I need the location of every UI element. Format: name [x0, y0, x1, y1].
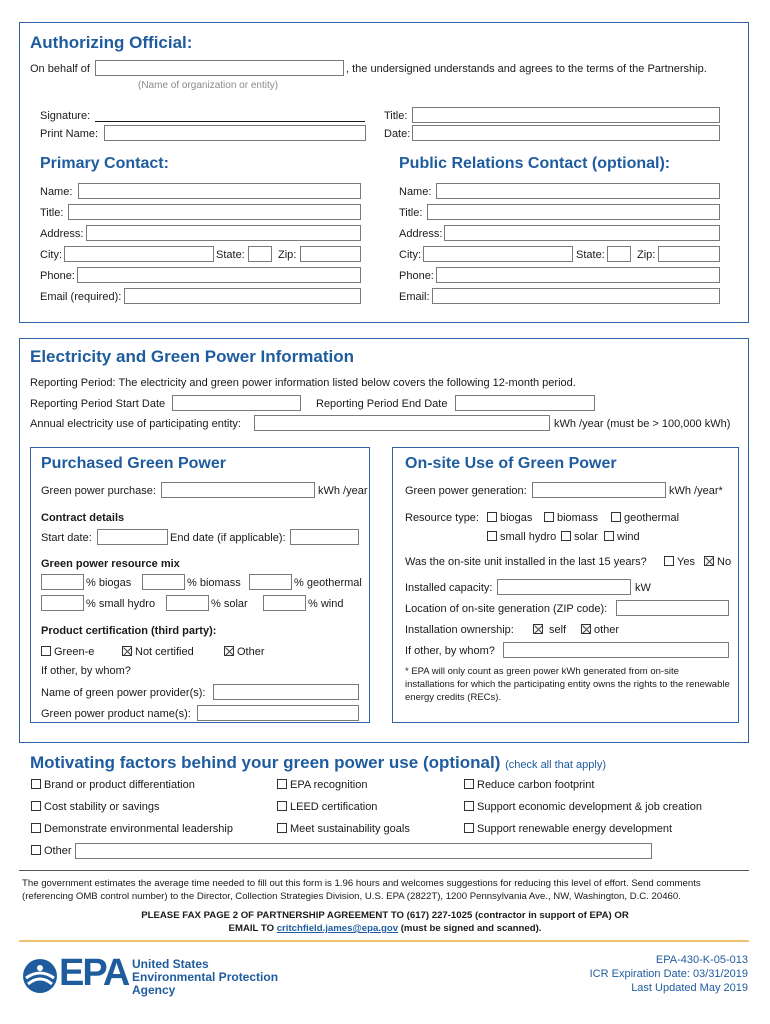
auth-title-label: Title: [384, 110, 408, 122]
ownership-self-option[interactable] [533, 624, 566, 636]
ownership-other-label: other [594, 624, 620, 636]
onsite-biogas-checkbox[interactable] [487, 512, 497, 522]
fax-instructions-line1: PLEASE FAX PAGE 2 OF PARTNERSHIP AGREEMENT TO (617) 227-1025 (contractor in support of EPA) OR [141, 910, 629, 921]
green-e-label: Green-e [54, 646, 95, 658]
factor-cost-label: Cost stability or savings [44, 801, 160, 813]
product-input[interactable] [197, 705, 359, 721]
primary-email-label: Email (required): [40, 291, 122, 303]
pr-name-input[interactable] [436, 183, 720, 199]
pr-title-label: Title: [399, 207, 423, 219]
primary-title-input[interactable] [68, 204, 361, 220]
onsite-small-hydro-label: small hydro [500, 531, 557, 543]
start-date-input[interactable] [172, 395, 301, 411]
primary-name-label: Name: [40, 186, 73, 198]
pr-city-input[interactable] [423, 246, 573, 262]
factor-other[interactable] [31, 845, 72, 857]
primary-email-input[interactable] [124, 288, 361, 304]
pr-title-input[interactable] [427, 204, 720, 220]
generation-input[interactable] [532, 482, 666, 498]
primary-state-input[interactable] [248, 246, 272, 262]
email-link[interactable]: critchfield.james@epa.gov [276, 923, 399, 934]
email-to-text: EMAIL TO [228, 923, 275, 934]
onsite-biomass-option[interactable] [544, 512, 598, 524]
factor-brand[interactable] [31, 779, 195, 791]
factor-leed-checkbox[interactable] [277, 801, 287, 811]
organization-input[interactable] [95, 60, 344, 76]
factor-sustainability-checkbox[interactable] [277, 823, 287, 833]
onsite-geothermal-label: geothermal [624, 512, 680, 524]
onsite-wind-checkbox[interactable] [604, 531, 614, 541]
date-input[interactable] [412, 125, 720, 141]
factor-leadership[interactable] [31, 823, 233, 835]
pr-email-label: Email: [399, 291, 430, 303]
provider-input[interactable] [213, 684, 359, 700]
onsite-solar-label: solar [574, 531, 598, 543]
ownership-other-checkbox[interactable] [581, 624, 591, 634]
solar-pct-input[interactable] [166, 595, 209, 611]
ownership-by-whom-label: If other, by whom? [405, 645, 495, 657]
location-label: Location of on-site generation (ZIP code): [405, 603, 608, 615]
factor-carbon-label: Reduce carbon footprint [477, 779, 595, 791]
factor-sustainability-label: Meet sustainability goals [290, 823, 410, 835]
primary-address-input[interactable] [86, 225, 361, 241]
factor-epa-recognition[interactable] [277, 779, 367, 791]
biogas-pct-input[interactable] [41, 574, 84, 590]
primary-state-label: State: [216, 249, 245, 261]
factor-brand-label: Brand or product differentiation [44, 779, 195, 791]
factor-other-label: Other [44, 845, 72, 857]
fax-instructions-line2 [0, 923, 770, 934]
primary-phone-input[interactable] [77, 267, 361, 283]
factor-economic[interactable] [464, 801, 702, 813]
last-updated: Last Updated May 2019 [631, 982, 748, 994]
installed-no-option[interactable] [704, 556, 731, 568]
motivating-title [30, 753, 606, 773]
purchase-label: Green power purchase: [41, 485, 156, 497]
green-e-option[interactable] [41, 646, 94, 658]
footer-rule [19, 940, 749, 942]
epa-logo-text: EPA [59, 952, 129, 994]
contract-details-heading: Contract details [41, 512, 125, 524]
factor-cost[interactable] [31, 801, 160, 813]
capacity-label: Installed capacity: [405, 582, 493, 594]
print-name-input[interactable] [104, 125, 366, 141]
resource-mix-heading: Green power resource mix [41, 558, 180, 570]
pr-address-input[interactable] [444, 225, 720, 241]
cert-by-whom-label: If other, by whom? [41, 665, 131, 677]
pr-city-label: City: [399, 249, 421, 261]
generation-unit: kWh /year* [669, 485, 723, 497]
factor-leed-label: LEED certification [290, 801, 378, 813]
burden-statement: The government estimates the average time needed to fill out this form is 1.96 hours and welcomes suggestions for reducing this level of effort. Send comments (referencing OMB control number) to the Director, Collection Strategies Division, U.S. EPA (2822T), 1200 Pennsylvania Ave., NW, Washington, D.C. 20460. [22, 878, 701, 902]
cert-other-option[interactable] [224, 646, 265, 658]
wind-pct-input[interactable] [263, 595, 306, 611]
primary-name-input[interactable] [78, 183, 361, 199]
annual-use-label: Annual electricity use of participating entity: [30, 418, 241, 430]
factor-other-checkbox[interactable] [31, 845, 41, 855]
pr-name-label: Name: [399, 186, 432, 198]
installed-question: Was the on-site unit installed in the last 15 years? [405, 556, 647, 568]
organization-hint: (Name of organization or entity) [138, 80, 279, 91]
factor-cost-checkbox[interactable] [31, 801, 41, 811]
onsite-biogas-option[interactable] [487, 512, 532, 524]
factor-brand-checkbox[interactable] [31, 779, 41, 789]
onsite-wind-option[interactable] [604, 531, 640, 543]
small-hydro-pct-label: % small hydro [86, 598, 156, 610]
factor-carbon-checkbox[interactable] [464, 779, 474, 789]
agrees-text: , the undersigned understands and agrees to the terms of the Partnership. [346, 63, 707, 75]
biogas-pct-label: % biogas [86, 577, 132, 589]
end-date-input[interactable] [455, 395, 595, 411]
onsite-biomass-label: biomass [557, 512, 598, 524]
factor-other-input[interactable] [75, 843, 652, 859]
onsite-biomass-checkbox[interactable] [544, 512, 554, 522]
biomass-pct-input[interactable] [142, 574, 185, 590]
icr-expiration: ICR Expiration Date: 03/31/2019 [589, 968, 748, 980]
installed-yes-checkbox[interactable] [664, 556, 674, 566]
not-certified-option[interactable] [122, 646, 194, 658]
factor-renewable-checkbox[interactable] [464, 823, 474, 833]
product-label: Green power product name(s): [41, 708, 191, 720]
start-date-label: Reporting Period Start Date [30, 398, 166, 410]
generation-label: Green power generation: [405, 485, 527, 497]
factor-economic-label: Support economic development & job creation [477, 801, 703, 813]
auth-title-input[interactable] [412, 107, 720, 123]
installed-yes-option[interactable] [664, 556, 695, 568]
agency-name-1: United States [132, 957, 209, 971]
onsite-solar-checkbox[interactable] [561, 531, 571, 541]
small-hydro-pct-input[interactable] [41, 595, 84, 611]
signature-line[interactable] [95, 121, 365, 122]
factor-leadership-checkbox[interactable] [31, 823, 41, 833]
ownership-by-whom-input[interactable] [503, 642, 729, 658]
pr-contact-title: Public Relations Contact (optional): [399, 155, 671, 172]
purchase-unit: kWh /year [318, 485, 368, 497]
onsite-solar-option[interactable] [561, 531, 598, 543]
agency-name-3: Agency [132, 983, 176, 997]
reporting-period-text: Reporting Period: The electricity and green power information listed below covers the following 12-month period. [30, 377, 576, 389]
primary-address-label: Address: [40, 228, 84, 240]
capacity-input[interactable] [497, 579, 631, 595]
pr-state-label: State: [576, 249, 605, 261]
primary-phone-label: Phone: [40, 270, 75, 282]
document-number: EPA-430-K-05-013 [655, 954, 748, 966]
primary-city-label: City: [40, 249, 62, 261]
onsite-title: On-site Use of Green Power [405, 455, 617, 472]
factor-carbon[interactable] [464, 779, 594, 791]
wind-pct-label: % wind [308, 598, 344, 610]
footer-divider [19, 870, 749, 871]
check-all-note: (check all that apply) [505, 759, 606, 771]
pr-state-input[interactable] [607, 246, 631, 262]
installed-no-label: No [717, 556, 732, 568]
onsite-biogas-label: biogas [500, 512, 533, 524]
pr-zip-label: Zip: [637, 249, 656, 261]
factor-leadership-label: Demonstrate environmental leadership [44, 823, 233, 835]
capacity-unit: kW [635, 582, 651, 594]
pr-zip-input[interactable] [658, 246, 720, 262]
cert-other-label: Other [237, 646, 265, 658]
contract-end-input[interactable] [290, 529, 359, 545]
email-note: (must be signed and scanned). [400, 923, 542, 934]
pr-email-input[interactable] [432, 288, 720, 304]
resource-type-label: Resource type: [405, 512, 479, 524]
installed-yes-label: Yes [677, 556, 695, 568]
primary-title-label: Title: [40, 207, 64, 219]
pr-address-label: Address: [399, 228, 443, 240]
contract-start-input[interactable] [97, 529, 168, 545]
certification-heading: Product certification (third party): [41, 625, 217, 637]
date-label: Date: [384, 128, 411, 140]
epa-logo [22, 952, 132, 996]
ownership-self-checkbox[interactable] [533, 624, 543, 634]
green-e-checkbox[interactable] [41, 646, 51, 656]
print-name-label: Print Name: [40, 128, 99, 140]
factor-leed[interactable] [277, 801, 377, 813]
factor-economic-checkbox[interactable] [464, 801, 474, 811]
onsite-geothermal-checkbox[interactable] [611, 512, 621, 522]
factor-renewable[interactable] [464, 823, 672, 835]
location-input[interactable] [616, 600, 729, 616]
end-date-label: Reporting Period End Date [316, 398, 448, 410]
agency-name-2: Environmental Protection [132, 970, 279, 984]
primary-zip-input[interactable] [300, 246, 361, 262]
onsite-footnote: * EPA will only count as green power kWh generated from on-site installations for which the participating entity owns the rights to the renewable energy credits (RECs). [405, 666, 730, 703]
purchased-title: Purchased Green Power [41, 455, 226, 472]
pr-phone-label: Phone: [399, 270, 434, 282]
primary-city-input[interactable] [64, 246, 214, 262]
contract-start-label: Start date: [41, 532, 92, 544]
onsite-small-hydro-checkbox[interactable] [487, 531, 497, 541]
cert-other-checkbox[interactable] [224, 646, 234, 656]
motivating-title-text: Motivating factors behind your green power use (optional) [30, 753, 501, 772]
electricity-title: Electricity and Green Power Information [30, 347, 355, 366]
signature-label: Signature: [40, 110, 91, 122]
on-behalf-label: On behalf of [30, 63, 90, 75]
contract-end-label: End date (if applicable): [170, 532, 286, 544]
factor-epa-recognition-checkbox[interactable] [277, 779, 287, 789]
authorizing-title: Authorizing Official: [30, 33, 193, 52]
pr-phone-input[interactable] [436, 267, 720, 283]
onsite-small-hydro-option[interactable] [487, 531, 556, 543]
annual-use-unit: kWh /year (must be > 100,000 kWh) [554, 418, 731, 430]
onsite-wind-label: wind [617, 531, 640, 543]
installed-no-checkbox[interactable] [704, 556, 714, 566]
geothermal-pct-label: % geothermal [294, 577, 362, 589]
not-certified-checkbox[interactable] [122, 646, 132, 656]
ownership-self-label: self [549, 624, 567, 636]
ownership-label: Installation ownership: [405, 624, 514, 636]
factor-epa-recognition-label: EPA recognition [290, 779, 368, 791]
onsite-geothermal-option[interactable] [611, 512, 679, 524]
not-certified-label: Not certified [135, 646, 194, 658]
primary-zip-label: Zip: [278, 249, 297, 261]
geothermal-pct-input[interactable] [249, 574, 292, 590]
provider-label: Name of green power provider(s): [41, 687, 206, 699]
biomass-pct-label: % biomass [187, 577, 241, 589]
ownership-other-option[interactable] [581, 624, 619, 636]
solar-pct-label: % solar [211, 598, 248, 610]
purchase-input[interactable] [161, 482, 315, 498]
factor-sustainability[interactable] [277, 823, 410, 835]
epa-flower-icon [22, 958, 58, 994]
factor-renewable-label: Support renewable energy development [477, 823, 673, 835]
primary-contact-title: Primary Contact: [40, 155, 169, 172]
annual-use-input[interactable] [254, 415, 550, 431]
